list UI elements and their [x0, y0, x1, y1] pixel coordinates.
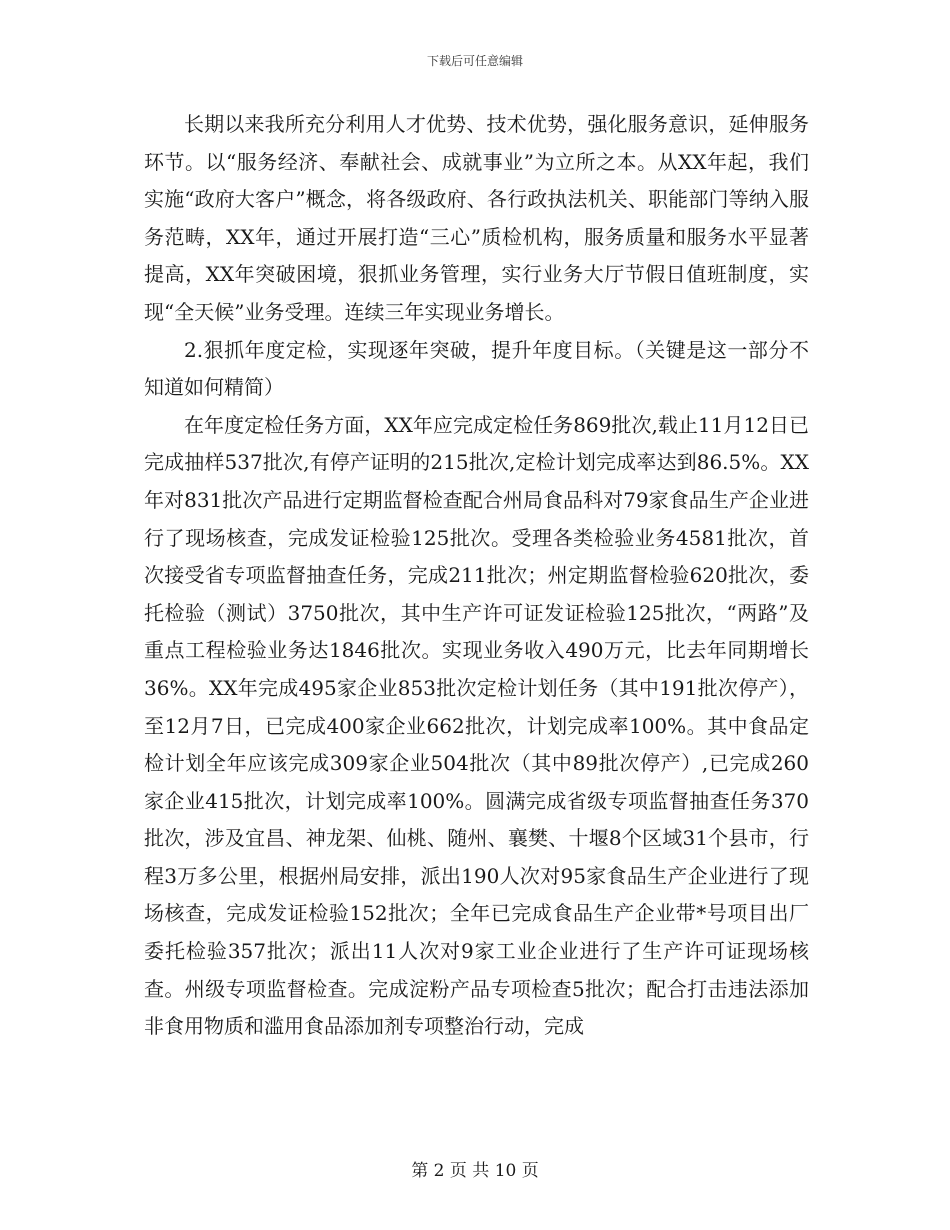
document-body — [144, 106, 809, 1046]
page-number: 第 2 页 共 10 页 — [411, 1161, 539, 1181]
page-header-note: 下载后可任意编辑 — [426, 54, 523, 68]
paragraph-annual-inspection-details: 在年度定检任务方面，XX年应完成定检任务869批次,载止11月12日已完成抽样537批次,有停产证明的215批次,定检计划完成率达到86.5%。XX年对831批次产品进行定期监督检查配合州局食品科对79家食品生产企业进行了现场核查，完成发证检验125批次。受理各类检验业务4581批次，首次接受省专项监督抽查任务，完成211批次；州定期监督检验620批次，委托检验（测试）3750批次，其中生产许可证发证检验125批次，“两路”及重点工程检验业务达1846批次。实现业务收入490万元，比去年同期增长36%。XX年完成495家企业853批次定检计划任务（其中191批次停产），至12月7日，已完成400家企业662批次，计划完成率100%。其中食品定检计划全年应该完成309家企业504批次（其中89批次停产）,已完成260家企业415批次，计划完成率100%。圆满完成省级专项监督抽查任务370批次，涉及宜昌、神龙架、仙桃、随州、襄樊、十堰8个区域31个县市，行程3万多公里，根据州局安排，派出190人次对95家食品生产企业进行了现场核查，完成发证检验152批次；全年已完成食品生产企业带*号项目出厂委托检验357批次；派出11人次对9家工业企业进行了生产许可证现场核查。州级专项监督检查。完成淀粉产品专项检查5批次；配合打击违法添加非食用物质和滥用食品添加剂专项整治行动，完成 — [144, 412, 809, 1039]
paragraph-annual-inspection-heading: 2.狠抓年度定检，实现逐年突破，提升年度目标。（关键是这一部分不知道如何精简） — [144, 337, 809, 400]
paragraph-service: 长期以来我所充分利用人才优势、技术优势，强化服务意识，延伸服务环节。以“服务经济、奉献社会、成就事业”为立所之本。从XX年起，我们实施“政府大客户”概念，将各级政府、各行政执法机关、职能部门等纳入服务范畴，XX年，通过开展打造“三心”质检机构，服务质量和服务水平显著提高，XX年突破困境，狠抓业务管理，实行业务大厅节假日值班制度，实现“全天候”业务受理。连续三年实现业务增长。 — [144, 112, 809, 324]
